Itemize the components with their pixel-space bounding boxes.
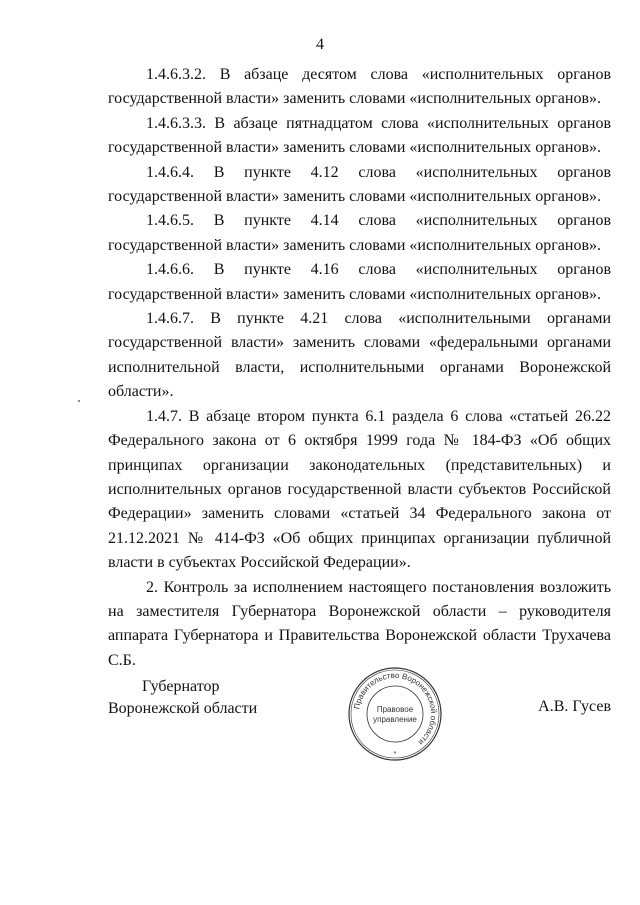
paragraph-1-4-7: 1.4.7. В абзаце втором пункта 6.1 раздела 6 слова «статьей 26.22 Федерального закона от 6 октября 1999 года № 184-ФЗ «Об общих принципах организации законодательных (представительных) и исполнительных органов государственной власти субъектов Российской Федерации» заменить словами «статьей 34 Федерального закона от 21.12.2021 № 414-ФЗ «Об общих принципах организации публичной власти в субъектах Российской Федерации». [108,407,611,572]
paragraph-1-4-6-4: 1.4.6.4. В пункте 4.12 слова «исполнительных органов государственной власти» заменить словами «исполнительных органов». [108,163,611,206]
seal-star-icon: * [393,751,397,758]
signer-title [108,676,257,720]
paragraph-1-4-6-7: 1.4.6.7. В пункте 4.21 слова «исполнительными органами государственной власти» заменить словами «федеральными органами исполнительной власти, исполнительными органами Воронежской области». [108,310,611,401]
seal-ring-text: Правительство Воронежской области [352,670,439,747]
paragraph-1-4-6-3-2: 1.4.6.3.2. В абзаце десятом слова «исполнительных органов государственной власти» заменить словами «исполнительных органов». [108,66,611,108]
signer-region: Воронежской области [108,700,258,717]
paragraph-1-4-6-6: 1.4.6.6. В пункте 4.16 слова «исполнительных органов государственной власти» заменить словами «исполнительных органов». [108,261,611,303]
page-number: 4 [316,36,324,53]
scan-speck [78,400,80,402]
signer-position: Губернатор [142,678,220,695]
signer-name: А.В. Гусев [538,698,611,715]
document-body [108,63,611,673]
paragraph-1-4-6-3-3: 1.4.6.3.3. В абзаце пятнадцатом слова «исполнительных органов государственной власти» заменить словами «исполнительных органов». [108,114,611,157]
seal-center-line1: Правовое [376,705,414,714]
paragraph-1-4-6-5: 1.4.6.5. В пункте 4.14 слова «исполнительных органов государственной власти» заменить словами «исполнительных органов». [108,212,611,254]
seal-center-line2: управление [373,715,417,724]
signature-block [108,670,611,776]
official-seal-stamp [345,664,445,764]
paragraph-2: 2. Контроль за исполнением настоящего постановления возложить на заместителя Губернатора Воронежской области – руководителя аппарата Губернатора и Правительства Воронежской области Трухачева С.Б. [108,578,611,669]
